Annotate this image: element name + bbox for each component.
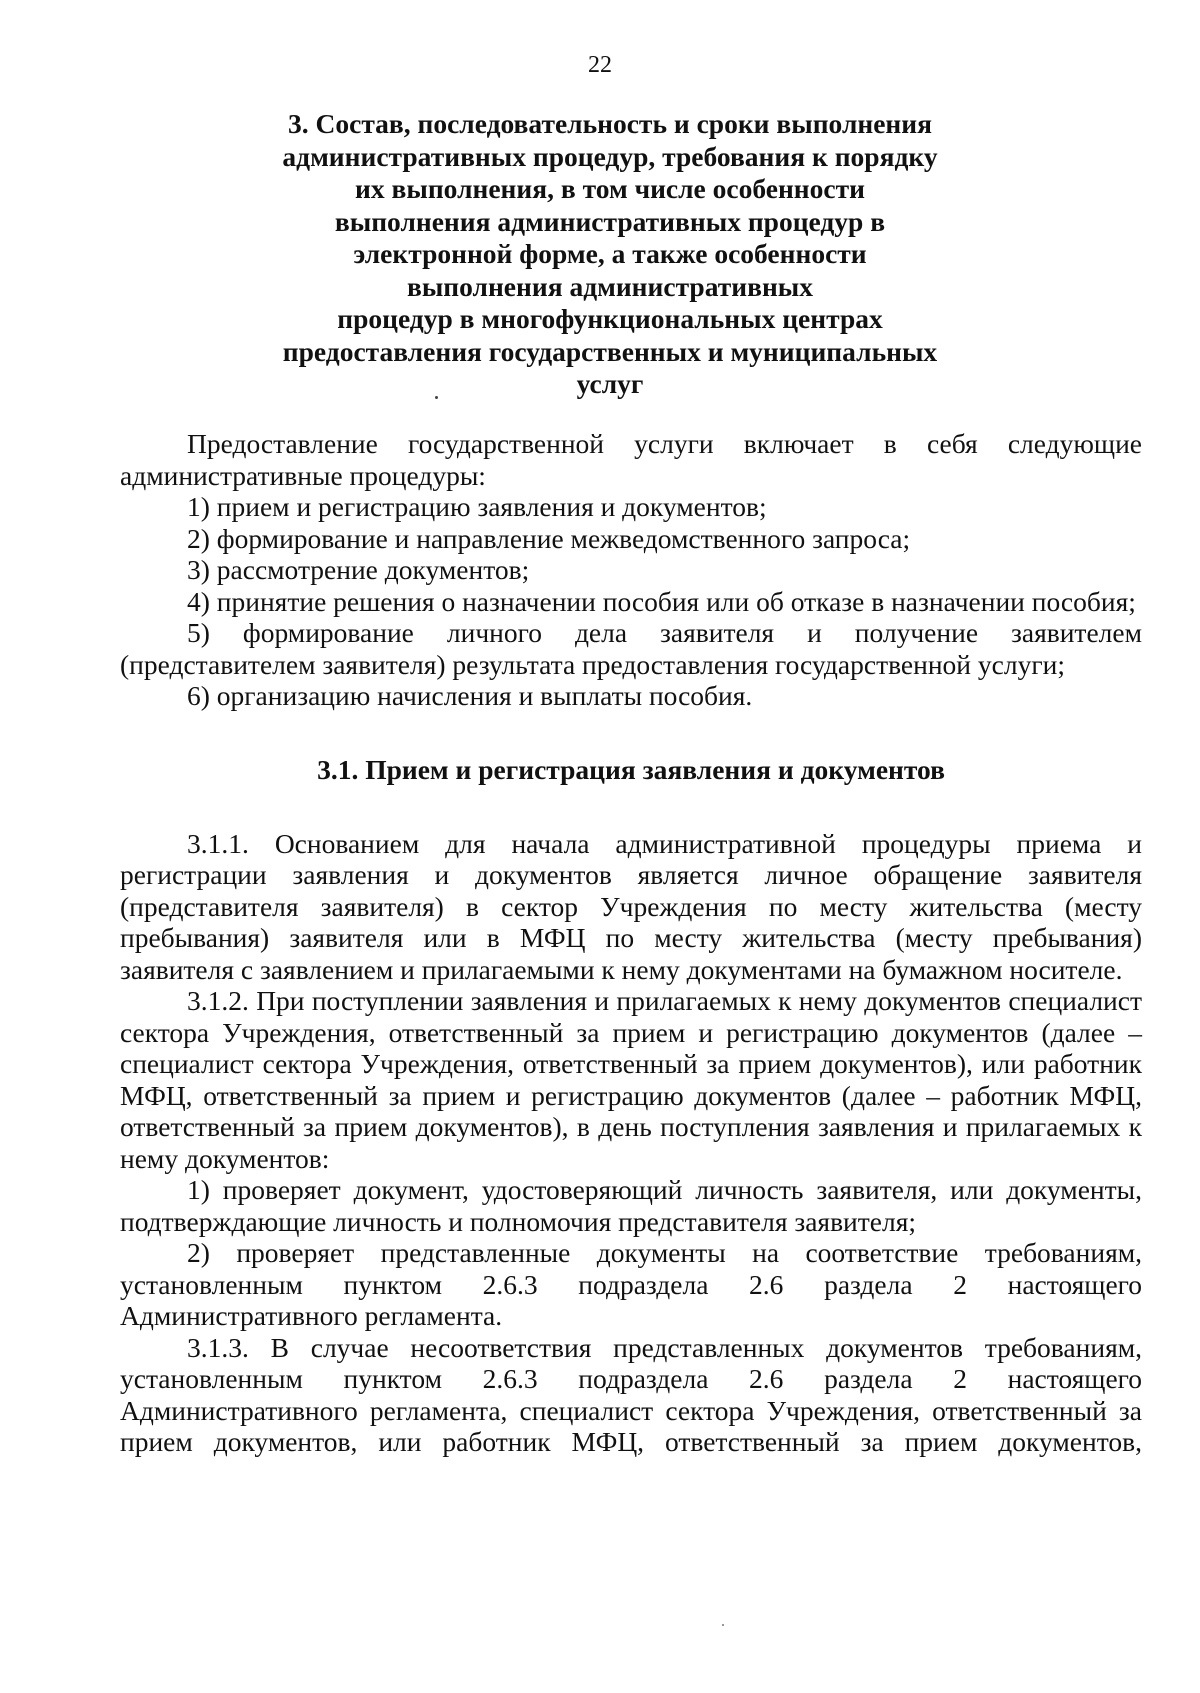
- procedure-item: 2) формирование и направление межведомственного запроса;: [187, 522, 911, 554]
- intro-paragraph: Предоставление государственной услуги включает в себя следующие административные процедуры:: [120, 428, 1142, 491]
- title-line: предоставления государственных и муниципальных: [282, 335, 938, 367]
- title-line: услуг: [576, 368, 644, 399]
- procedure-item: 6) организацию начисления и выплаты пособия.: [187, 680, 753, 711]
- paragraph-3-1-2-item-2: 2) проверяет представленные документы на соответствие требованиям, установленным пунктом 2.6.3 подраздела 2.6 раздела 2 настоящего Административного регламента.: [120, 1237, 1142, 1331]
- procedure-item: 5) формирование личного дела заявителя и получение заявителем (представителем заявителя) результата предоставления государственной услуги;: [120, 617, 1142, 680]
- paragraph-3-1-1: 3.1.1. Основанием для начала административной процедуры приема и регистрации заявления и документов является личное обращение заявителя (представителя заявителя) в сектор Учреждения по месту жительства (месту пребывания) заявителя или в МФЦ по месту жительства (месту пребывания) заявителя с заявлением и прилагаемыми к нему документами на бумажном носителе.: [120, 827, 1142, 985]
- paragraph-3-1-2-item-1: 1) проверяет документ, удостоверяющий личность заявителя, или документы, подтверждающие личность и полномочия представителя заявителя;: [120, 1174, 1142, 1237]
- section-title: [240, 108, 980, 401]
- title-line: процедур в многофункциональных центрах: [337, 303, 883, 334]
- scan-speck: [435, 396, 438, 399]
- paragraph-3-1-3: 3.1.3. В случае несоответствия представленных документов требованиям, установленным пунктом 2.6.3 подраздела 2.6 раздела 2 настоящего Административного регламента, специалист сектора Учреждения, ответственный за прием документов, или работник МФЦ, ответственный за прием документов,: [120, 1331, 1142, 1457]
- subsection-heading: 3.1. Прием и регистрация заявления и документов: [317, 753, 945, 785]
- title-line: 3. Состав, последовательность и сроки выполнения: [288, 108, 932, 139]
- procedure-item: 1) прием и регистрацию заявления и документов;: [187, 491, 767, 522]
- page-number: 22: [588, 52, 612, 78]
- paragraph-3-1-2: 3.1.2. При поступлении заявления и прилагаемых к нему документов специалист сектора Учреждения, ответственный за прием и регистрацию документов (далее – специалист сектора Учреждения, ответственный за прием документов), или работник МФЦ, ответственный за прием и регистрацию документов (далее – работник МФЦ, ответственный за прием документов), в день поступления заявления и прилагаемых к нему документов:: [120, 985, 1142, 1174]
- procedure-item: 3) рассмотрение документов;: [187, 554, 530, 585]
- procedure-item: 4) принятие решения о назначении пособия или об отказе в назначении пособия;: [187, 585, 1136, 617]
- title-line: их выполнения, в том числе особенности: [355, 173, 865, 204]
- title-line: выполнения административных: [406, 270, 814, 302]
- scan-speck: [722, 1624, 724, 1626]
- title-line: выполнения административных процедур в: [334, 205, 886, 237]
- title-line: электронной форме, а также особенности: [353, 238, 867, 269]
- document-body: [120, 428, 1142, 1458]
- title-line: административных процедур, требования к порядку: [282, 140, 938, 172]
